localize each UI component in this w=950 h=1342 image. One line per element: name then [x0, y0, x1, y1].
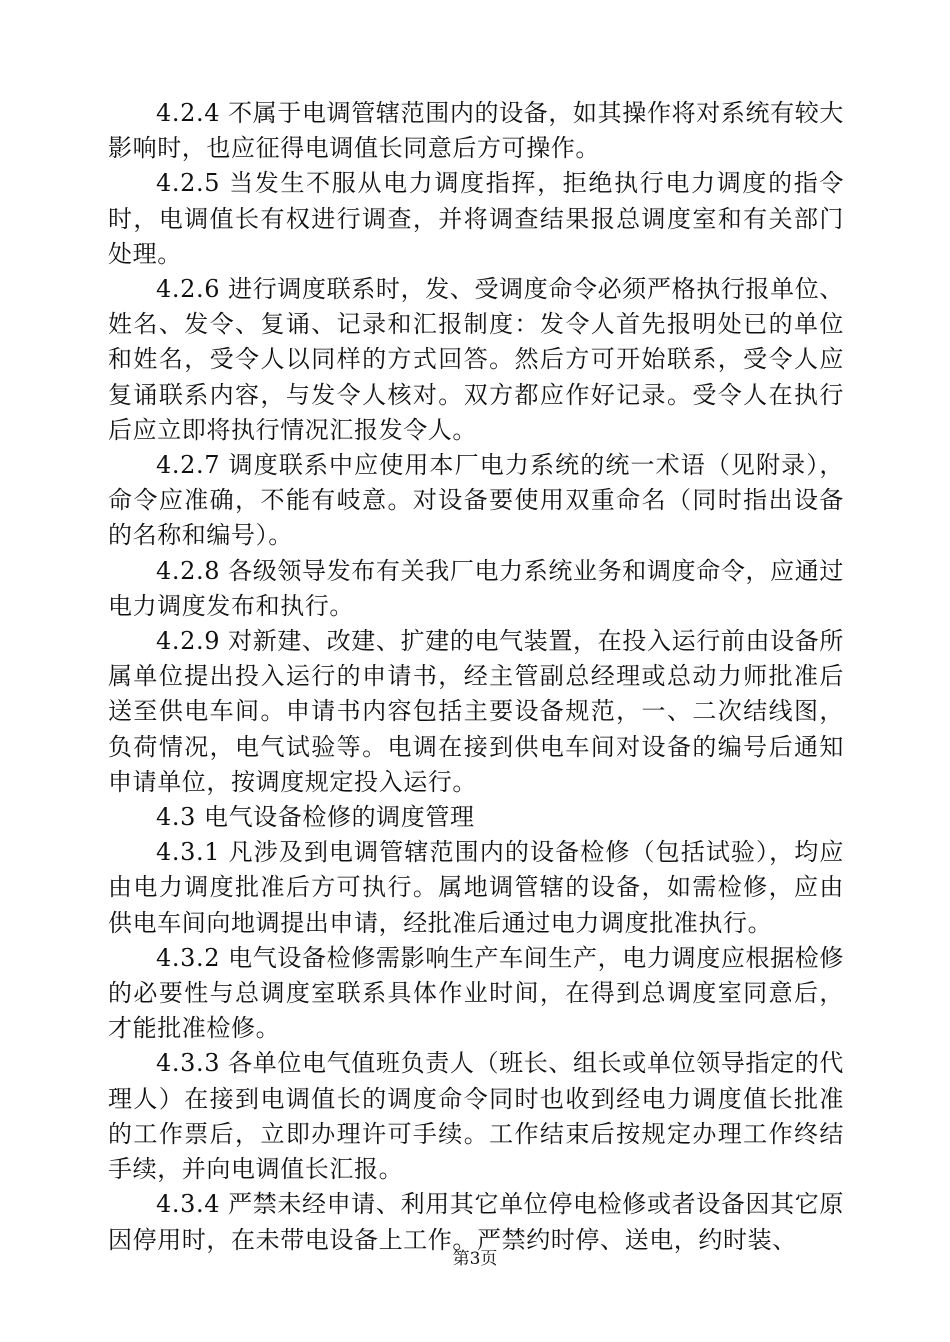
- clause-text: 进行调度联系时，发、受调度命令必须严格执行报单位、姓名、发令、复诵、记录和汇报制度：发令人首先报明处已的单位和姓名，受令人以同样的方式回答。然后方可开始联系，受令人应复诵联系内容，与发令人核对。双方都应作好记录。受令人在执行后应立即将执行情况汇报发令人。: [108, 275, 844, 444]
- clause-text: 严禁未经申请、利用其它单位停电检修或者设备因其它原因停用时，在未带电设备上工作。严禁约时停、送电，约时装、: [108, 1190, 844, 1254]
- section-title: 电气设备检修的调度管理: [203, 803, 475, 832]
- clause-number: 4.3.4: [156, 1190, 221, 1219]
- clause-number: 4.3.1: [156, 838, 221, 867]
- clause-text: 当发生不服从电力调度指挥，拒绝执行电力调度的指令时，电调值长有权进行调查，并将调查结果报总调度室和有关部门处理。: [108, 169, 844, 268]
- paragraph-4-2-9: [108, 624, 844, 800]
- paragraph-4-2-6: [108, 272, 844, 448]
- clause-number: 4.2.4: [156, 99, 221, 127]
- document-body: [108, 96, 844, 1258]
- clause-text: 调度联系中应使用本厂电力系统的统一术语（见附录），命令应准确，不能有岐意。对设备要使用双重命名（同时指出设备的名称和编号）。: [108, 451, 844, 550]
- paragraph-4-2-4: [108, 96, 844, 166]
- clause-text: 各单位电气值班负责人（班长、组长或单位领导指定的代理人）在接到电调值长的调度命令同时也收到经电力调度值长批准的工作票后，立即办理许可手续。工作结束后按规定办理工作终结手续，并向电调值长汇报。: [108, 1049, 844, 1184]
- paragraph-4-3-2: [108, 941, 844, 1047]
- paragraph-4-2-5: [108, 166, 844, 272]
- section-number: 4.3: [156, 803, 196, 832]
- paragraph-4-3-1: [108, 835, 844, 941]
- clause-number: 4.2.9: [156, 627, 221, 656]
- clause-text: 电气设备检修需影响生产车间生产，电力调度应根据检修的必要性与总调度室联系具体作业时间，在得到总调度室同意后，才能批准检修。: [108, 943, 844, 1043]
- clause-text: 凡涉及到电调管辖范围内的设备检修（包括试验），均应由电力调度批准后方可执行。属地调管辖的设备，如需检修，应由供电车间向地调提出申请，经批准后通过电力调度批准执行。: [108, 838, 844, 937]
- clause-text: 各级领导发布有关我厂电力系统业务和调度命令，应通过电力调度发布和执行。: [108, 556, 844, 620]
- clause-text: 不属于电调管辖范围内的设备，如其操作将对系统有较大影响时，也应征得电调值长同意后方可操作。: [108, 99, 844, 163]
- section-heading-4-3: [108, 800, 844, 835]
- clause-text: 对新建、改建、扩建的电气装置，在投入运行前由设备所属单位提出投入运行的申请书，经主管副总经理或总动力师批准后送至供电车间。申请书内容包括主要设备规范，一、二次结线图，负荷情况，电气试验等。电调在接到供电车间对设备的编号后通知申请单位，按调度规定投入运行。: [108, 627, 844, 796]
- paragraph-4-2-8: [108, 554, 844, 624]
- clause-number: 4.2.5: [156, 169, 221, 198]
- paragraph-4-3-3: [108, 1046, 844, 1187]
- paragraph-4-2-7: [108, 448, 844, 554]
- clause-number: 4.2.8: [156, 556, 221, 585]
- clause-number: 4.3.2: [156, 943, 221, 972]
- clause-number: 4.2.6: [156, 275, 221, 304]
- clause-number: 4.3.3: [156, 1049, 221, 1078]
- page-number: 第3页: [452, 1249, 498, 1269]
- clause-number: 4.2.7: [156, 451, 221, 480]
